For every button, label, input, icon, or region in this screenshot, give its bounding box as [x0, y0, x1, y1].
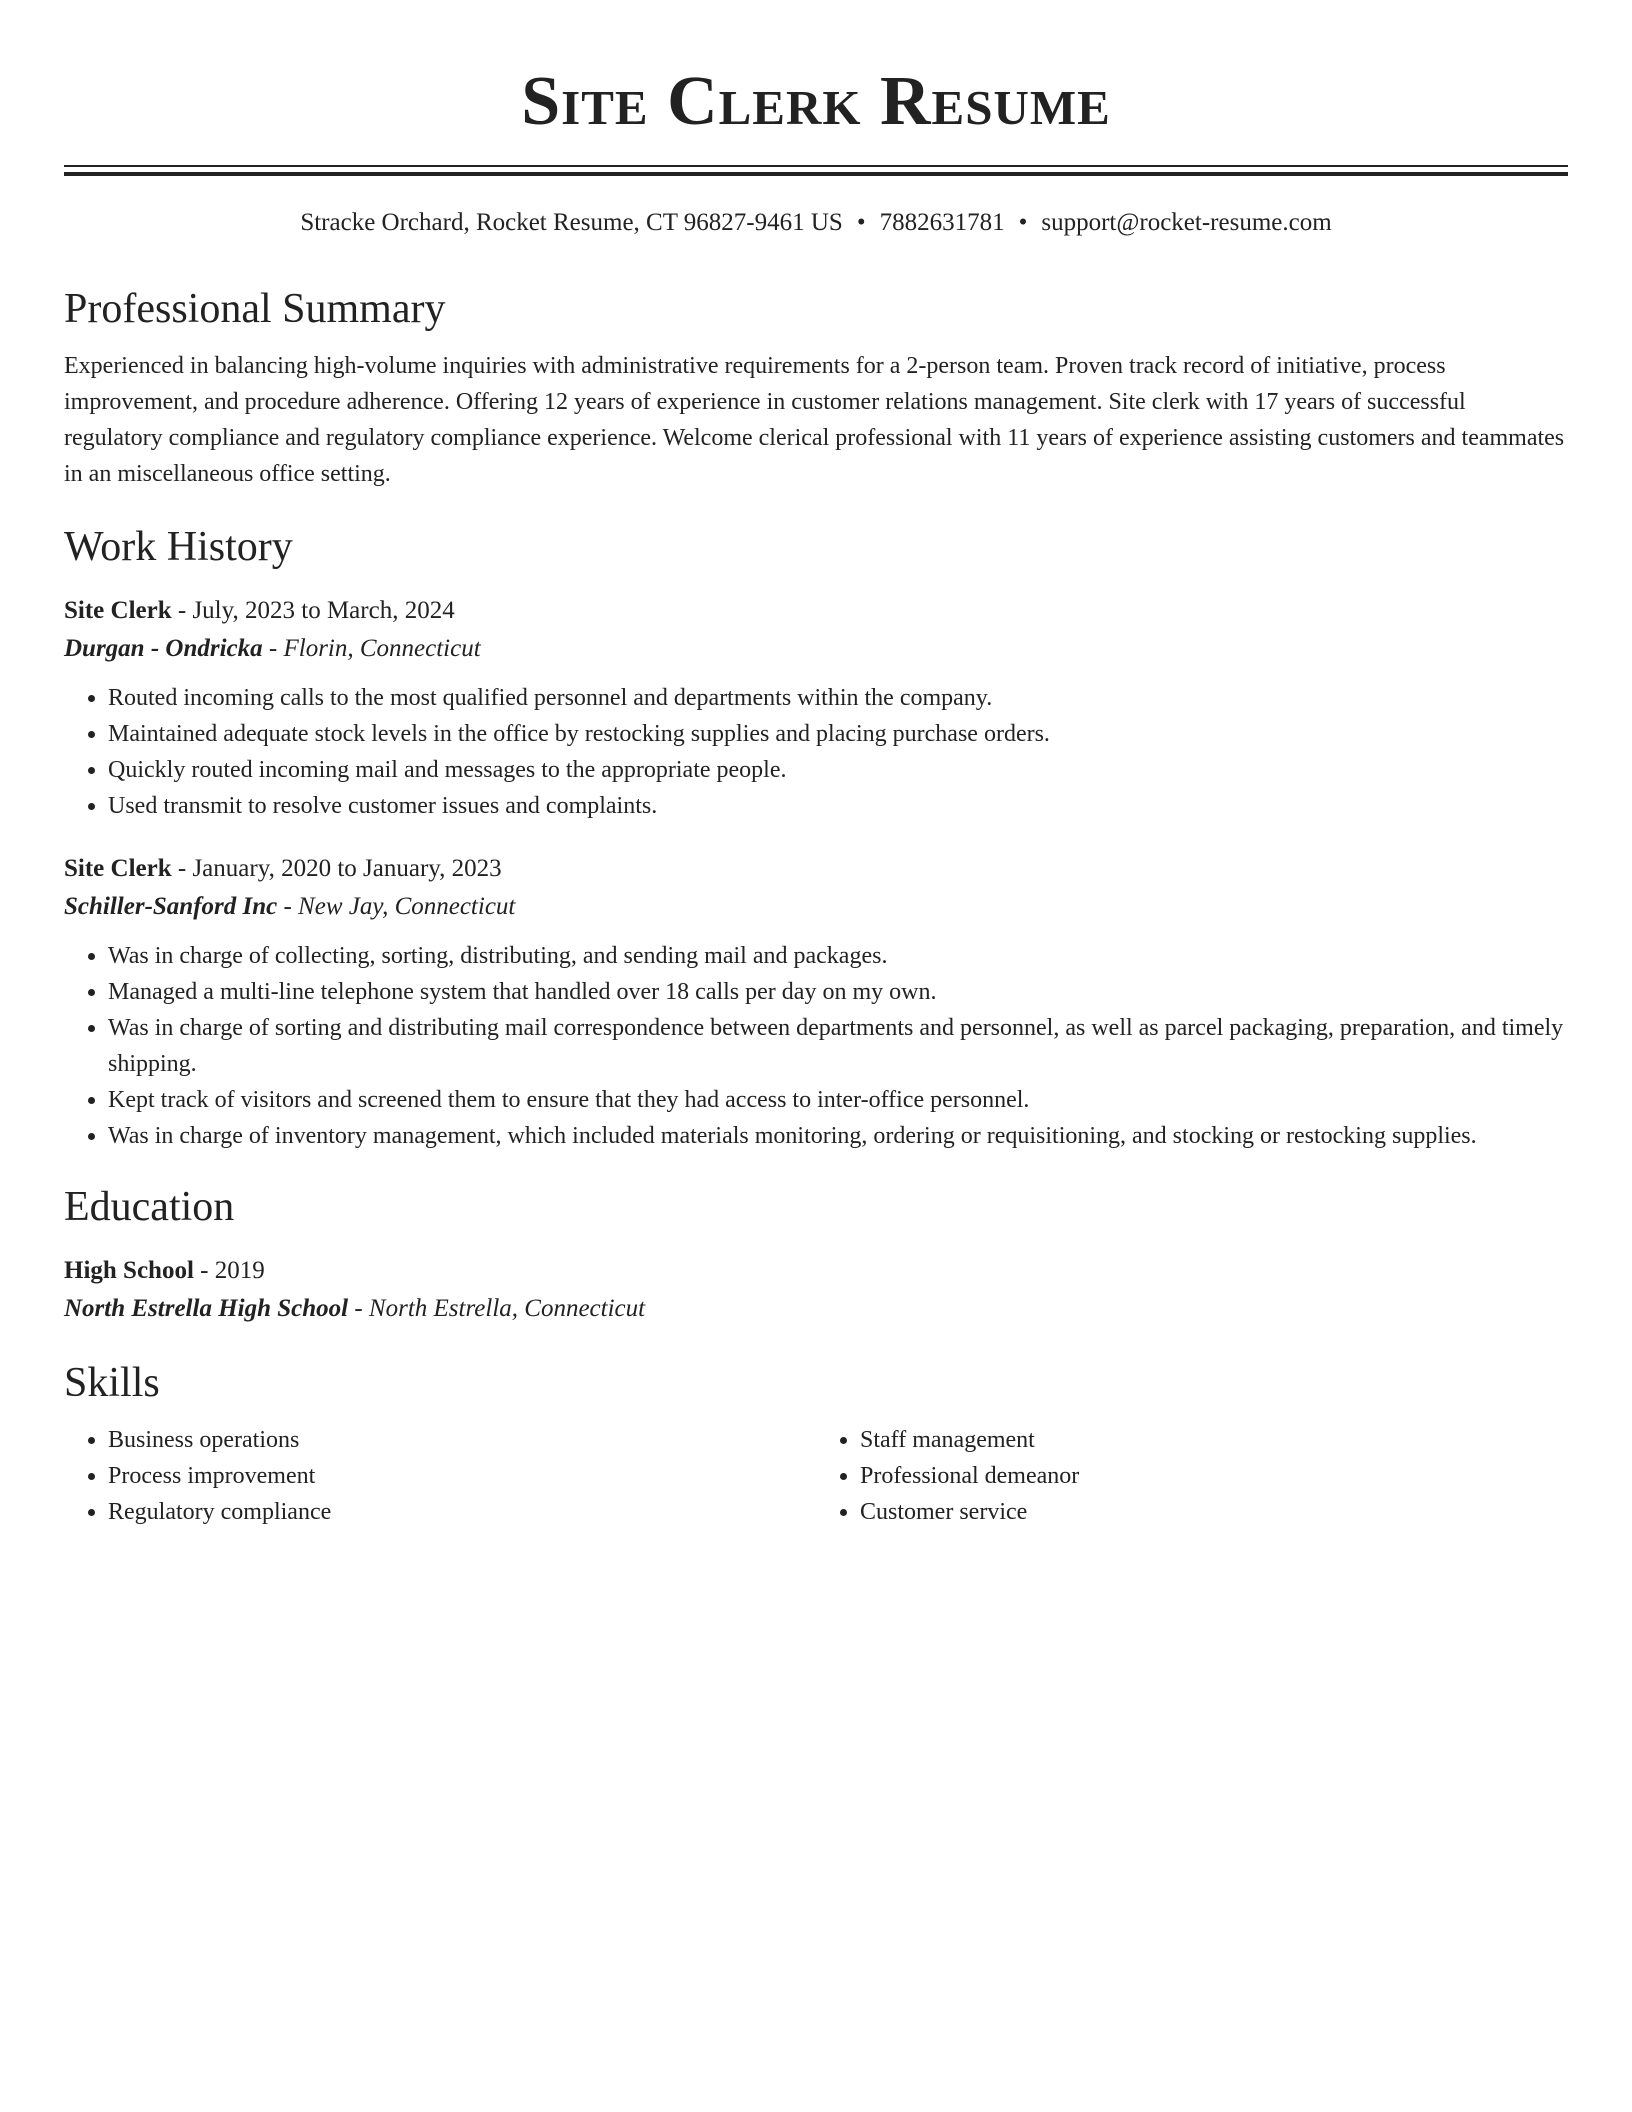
job-role: Site Clerk	[64, 597, 172, 624]
job-dates: - July, 2023 to March, 2024	[171, 597, 455, 624]
job-role: Site Clerk	[64, 855, 172, 882]
job-bullets	[64, 938, 1568, 1154]
education-school: North Estrella High School	[64, 1295, 349, 1322]
job-location: - Florin, Connecticut	[262, 635, 481, 662]
job-bullet: • Managed a multi-line telephone system that handled over 18 calls per day on my own.	[108, 974, 1568, 1010]
job-bullet: • Kept track of visitors and screened them to ensure that they had access to inter-office personnel.	[108, 1082, 1568, 1118]
contact-separator: •	[856, 209, 866, 236]
resume-title: Site Clerk Resume	[521, 63, 1111, 140]
education-degree: High School	[64, 1257, 194, 1284]
skill-item: • Staff management	[860, 1422, 1568, 1458]
job-dates: - January, 2020 to January, 2023	[171, 855, 502, 882]
education-school-line	[64, 1290, 1568, 1328]
education-degree-line	[64, 1252, 1568, 1290]
job-bullet: • Used transmit to resolve customer issues and complaints.	[108, 788, 1568, 824]
job-entry	[64, 850, 1568, 1154]
job-bullet: • Was in charge of inventory management, which included materials monitoring, ordering or requisitioning, and stocking or restocking supplies.	[108, 1118, 1568, 1154]
job-bullet: • Was in charge of collecting, sorting, distributing, and sending mail and packages.	[108, 938, 1568, 974]
job-entry	[64, 592, 1568, 824]
contact-email: support@rocket-resume.com	[1041, 209, 1332, 236]
job-company-line	[64, 630, 1568, 668]
summary-text: Experienced in balancing high-volume inquiries with administrative requirements for a 2-person team. Proven track record of initiative, process improvement, and procedure adherence. Offering 12 years of experience in customer relations management. Site clerk with 17 years of successful regulatory compliance and regulatory compliance experience. Welcome clerical professional with 11 years of experience assisting customers and teammates in an miscellaneous office setting.	[64, 353, 1565, 487]
contact-separator: •	[1018, 209, 1028, 236]
skill-item: • Business operations	[108, 1422, 816, 1458]
job-bullet: • Quickly routed incoming mail and messages to the appropriate people.	[108, 752, 1568, 788]
work-history-heading: Work History	[64, 524, 293, 570]
job-title-line	[64, 850, 1568, 888]
skill-item: • Process improvement	[108, 1458, 816, 1494]
skill-item: • Professional demeanor	[860, 1458, 1568, 1494]
skill-item: • Customer service	[860, 1494, 1568, 1530]
skills-heading: Skills	[64, 1360, 160, 1406]
contact-line	[64, 206, 1568, 240]
job-location: - New Jay, Connecticut	[277, 893, 516, 920]
education-location: - North Estrella, Connecticut	[348, 1295, 646, 1322]
contact-phone: 7882631781	[879, 209, 1005, 236]
job-bullet: • Maintained adequate stock levels in the office by restocking supplies and placing purchase orders.	[108, 716, 1568, 752]
contact-address: Stracke Orchard, Rocket Resume, CT 96827-9461 US	[300, 209, 843, 236]
skills-left-list	[64, 1422, 816, 1530]
education-year: - 2019	[193, 1257, 265, 1284]
education-heading: Education	[64, 1184, 235, 1230]
job-bullets	[64, 680, 1568, 824]
skills-right-list	[816, 1422, 1568, 1530]
job-company: Schiller-Sanford Inc	[64, 893, 278, 920]
title-double-rule	[64, 165, 1568, 176]
job-title-line	[64, 592, 1568, 630]
skills-grid	[64, 1422, 1568, 1530]
job-company: Durgan - Ondricka	[64, 635, 263, 662]
skill-item: • Regulatory compliance	[108, 1494, 816, 1530]
summary-heading: Professional Summary	[64, 286, 446, 332]
job-company-line	[64, 888, 1568, 926]
job-bullet: • Was in charge of sorting and distributing mail correspondence between departments and personnel, as well as parcel packaging, preparation, and timely shipping.	[108, 1010, 1568, 1082]
job-bullet: • Routed incoming calls to the most qualified personnel and departments within the company.	[108, 680, 1568, 716]
